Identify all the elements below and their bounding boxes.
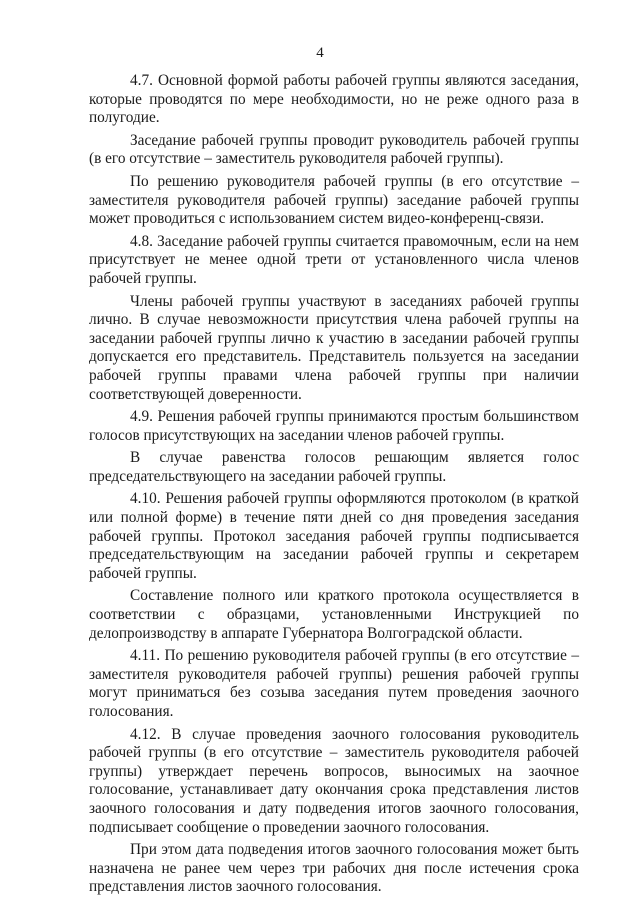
paragraph-tie-vote: В случае равенства голосов решающим является голос председательствующего на заседании рабочей группы.	[89, 449, 579, 485]
paragraph-members-attendance: Члены рабочей группы участвуют в заседаниях рабочей группы лично. В случае невозможности присутствия члена рабочей группы на заседании рабочей группы лично к участию в заседании рабочей группы допускается его представитель. Представитель пользуется на заседании рабочей группы правами члена рабочей группы при наличии соответствующей доверенности.	[89, 292, 579, 403]
paragraph-voting-date: При этом дата подведения итогов заочного голосования может быть назначена не ранее чем через три рабочих дня после истечения срока представления листов заочного голосования.	[89, 841, 579, 896]
document-body	[89, 72, 579, 901]
paragraph-meeting-chair: Заседание рабочей группы проводит руководитель рабочей группы (в его отсутствие – заместитель руководителя рабочей группы).	[89, 131, 579, 168]
paragraph-4-8: 4.8. Заседание рабочей группы считается правомочным, если на нем присутствует не менее одной трети от установленного числа членов рабочей группы.	[89, 232, 579, 287]
paragraph-protocol-drafting: Составление полного или краткого протокола осуществляется в соответствии с образцами, установленными Инструкцией по делопроизводству в аппарате Губернатора Волгоградской области.	[89, 587, 579, 642]
paragraph-4-9: 4.9. Решения рабочей группы принимаются простым большинством голосов присутствующих на заседании членов рабочей группы.	[89, 408, 579, 444]
paragraph-4-7: 4.7. Основной формой работы рабочей группы являются заседания, которые проводятся по мере необходимости, но не реже одного раза в полугодие.	[89, 72, 579, 127]
paragraph-4-11: 4.11. По решению руководителя рабочей группы (в его отсутствие – заместителя руководителя рабочей группы) решения рабочей группы могут приниматься без созыва заседания путем проведения заочного голосования.	[89, 647, 579, 720]
paragraph-4-10: 4.10. Решения рабочей группы оформляются протоколом (в краткой или полной форме) в течение пяти дней со дня проведения заседания рабочей группы. Протокол заседания рабочей группы подписывается председательствующим на заседании рабочей группы и секретарем рабочей группы.	[89, 490, 579, 582]
paragraph-video-conference: По решению руководителя рабочей группы (в его отсутствие – заместителя руководителя рабочей группы) заседание рабочей группы может проводиться с использованием систем видео-конференц-связи.	[89, 172, 579, 228]
page-number: 4	[316, 45, 324, 61]
paragraph-4-12: 4.12. В случае проведения заочного голосования руководитель рабочей группы (в его отсутствие – заместитель руководителя рабочей группы) утверждает перечень вопросов, выносимых на заочное голосование, устанавливает дату окончания срока представления листов заочного голосования и дату подведения итогов заочного голосования, подписывает сообщение о проведении заочного голосования.	[89, 725, 579, 836]
